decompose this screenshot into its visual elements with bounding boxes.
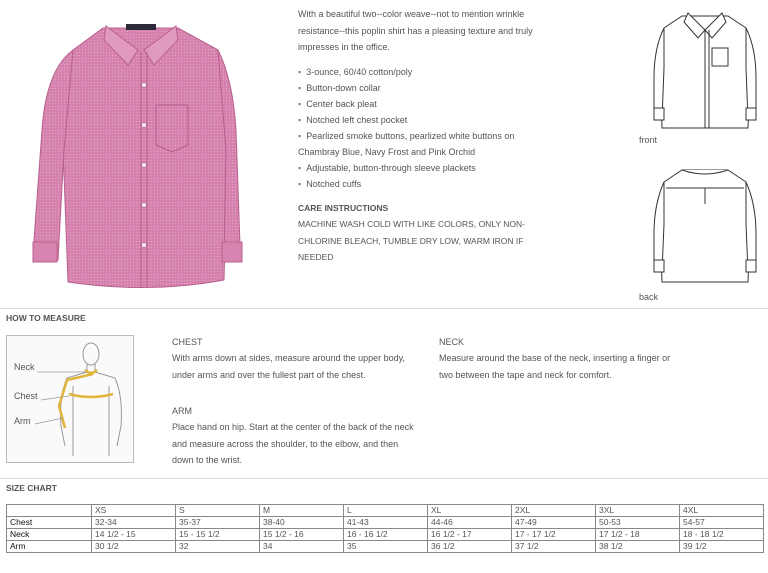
table-cell: 32 [176,541,260,553]
size-chart-table [6,504,764,553]
care-text: MACHINE WASH COLD WITH LIKE COLORS, ONLY NON-CHLORINE BLEACH, TUMBLE DRY LOW, WARM IRON IF NEEDED [298,219,526,262]
size-header: M [260,505,344,517]
size-header: 3XL [596,505,680,517]
feature-item: ▪ Pearlized smoke buttons, pearlized white buttons on Chambray Blue, Navy Frost and Pink Orchid [298,128,538,160]
table-corner-cell [7,505,92,517]
table-cell: 35-37 [176,517,260,529]
table-cell: 36 1/2 [428,541,512,553]
figure-label-neck: Neck [14,362,35,372]
shirt-photo [28,10,250,295]
neck-text: Measure around the base of the neck, inserting a finger or two between the tape and neck for comfort. [439,353,671,380]
how-to-measure-title: HOW TO MEASURE [6,313,86,323]
size-header: XL [428,505,512,517]
table-row [7,517,764,529]
feature-item: ▪ Center back pleat [298,96,538,112]
table-cell: 50-53 [596,517,680,529]
chest-title: CHEST [172,337,203,347]
table-row [7,541,764,553]
table-cell: 41-43 [344,517,428,529]
feature-list [298,64,538,192]
table-cell: 16 1/2 - 17 [428,529,512,541]
product-description: With a beautiful two--color weave--not to mention wrinkle resistance--this poplin shirt has a pleasing texture and truly impresses in the office. [298,9,533,52]
table-cell: 47-49 [512,517,596,529]
table-cell: 17 - 17 1/2 [512,529,596,541]
shirt-front-diagram [652,8,758,132]
size-header: L [344,505,428,517]
table-cell: 54-57 [680,517,764,529]
table-cell: 37 1/2 [512,541,596,553]
feature-item: ▪ Notched left chest pocket [298,112,538,128]
table-cell: 18 - 18 1/2 [680,529,764,541]
size-header: 2XL [512,505,596,517]
table-cell: 32-34 [92,517,176,529]
table-cell: 30 1/2 [92,541,176,553]
table-cell: 34 [260,541,344,553]
arm-text: Place hand on hip. Start at the center of the back of the neck and measure across the shoulder, to the elbow, and then down to the wrist. [172,422,414,465]
arm-title: ARM [172,406,192,416]
size-header: XS [92,505,176,517]
neck-title: NECK [439,337,465,347]
table-cell: 39 1/2 [680,541,764,553]
shirt-back-diagram [652,164,758,286]
table-cell: 14 1/2 - 15 [92,529,176,541]
size-header: S [176,505,260,517]
table-cell: 38 1/2 [596,541,680,553]
front-label: front [639,135,658,145]
figure-label-arm: Arm [14,416,31,426]
table-row [7,505,764,517]
table-cell: 17 1/2 - 18 [596,529,680,541]
table-cell: 44-46 [428,517,512,529]
back-label: back [639,292,659,302]
table-cell: 16 - 16 1/2 [344,529,428,541]
section-divider [0,308,768,309]
feature-item: ▪ 3-ounce, 60/40 cotton/poly [298,64,538,80]
row-label: Chest [7,517,92,529]
size-chart-title: SIZE CHART [6,483,57,493]
section-divider [0,478,768,479]
table-cell: 35 [344,541,428,553]
care-title: CARE INSTRUCTIONS [298,203,389,213]
chest-text: With arms down at sides, measure around the upper body, under arms and over the fullest part of the chest. [172,353,405,380]
feature-item: ▪ Adjustable, button-through sleeve plackets [298,160,538,176]
table-cell: 38-40 [260,517,344,529]
feature-item: ▪ Button-down collar [298,80,538,96]
table-cell: 15 - 15 1/2 [176,529,260,541]
table-row [7,529,764,541]
row-label: Arm [7,541,92,553]
row-label: Neck [7,529,92,541]
size-header: 4XL [680,505,764,517]
measure-figure [6,335,134,463]
table-cell: 15 1/2 - 16 [260,529,344,541]
figure-label-chest: Chest [14,391,38,401]
feature-item: ▪ Notched cuffs [298,176,538,192]
